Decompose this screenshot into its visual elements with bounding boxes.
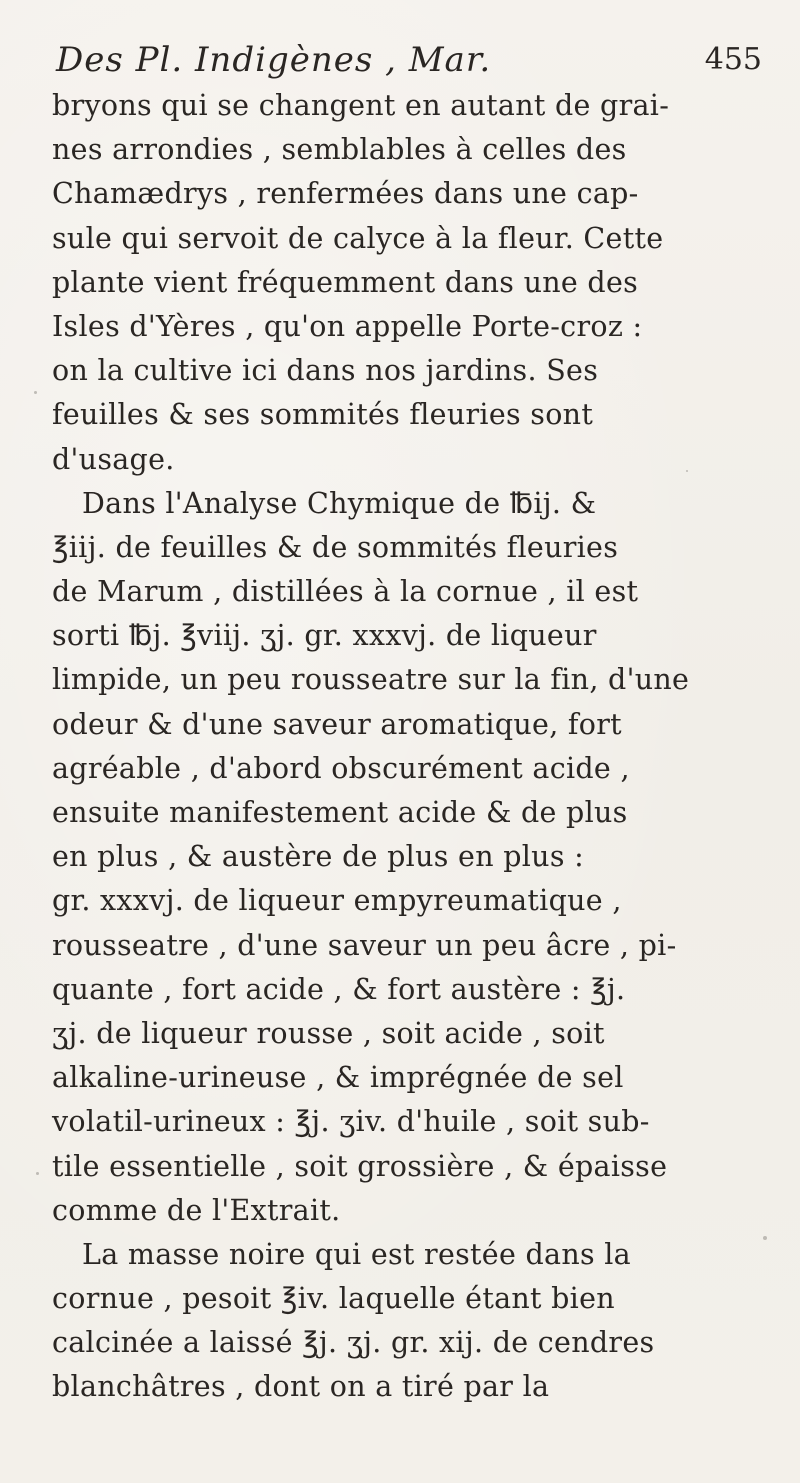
text-line: feuilles & ses sommités fleuries sont (52, 398, 594, 432)
page-header (56, 40, 762, 90)
text-line: calcinée a laissé ℥j. ʒj. gr. xij. de cendres (52, 1326, 655, 1360)
text-line: volatil-urineux : ℥j. ʒiv. d'huile , soit sub- (52, 1105, 650, 1139)
text-line: quante , fort acide , & fort austère : ℥j. (52, 972, 626, 1006)
text-line: Chamædrys , renfermées dans une cap- (52, 177, 639, 211)
text-line: sule qui servoit de calyce à la fleur. Cette (52, 221, 664, 255)
text-line: agréable , d'abord obscurément acide , (52, 751, 630, 785)
text-line: ensuite manifestement acide & de plus (52, 796, 628, 829)
text-line: alkaline-urineuse , & imprégnée de sel (52, 1061, 624, 1095)
text-line: sorti ℔j. ℥viij. ʒj. gr. xxxvj. de liqueur (52, 619, 597, 653)
paper-speck (34, 391, 37, 394)
text-line: en plus , & austère de plus en plus : (52, 840, 585, 874)
paper-speck (763, 1236, 767, 1240)
text-line: cornue , pesoit ℥iv. laquelle étant bien (52, 1282, 615, 1316)
text-line: de Marum , distillées à la cornue , il est (52, 575, 639, 609)
text-line: ʒj. de liqueur rousse , soit acide , soit (52, 1016, 605, 1050)
text-line: odeur & d'une saveur aromatique, fort (52, 707, 622, 741)
text-line: plante vient fréquemment dans une des (52, 265, 639, 299)
text-line: gr. xxxvj. de liqueur empyreumatique , (52, 884, 622, 918)
text-line: nes arrondies , semblables à celles des (52, 133, 627, 167)
page-number: 455 (704, 42, 762, 77)
text-line: ℥iij. de feuilles & de sommités fleuries (52, 530, 619, 564)
paragraph-start-line: La masse noire qui est restée dans la (82, 1237, 631, 1271)
text-line: tile essentielle , soit grossière , & épaisse (52, 1149, 668, 1183)
text-line: limpide, un peu rousseatre sur la fin, d'une (52, 663, 690, 697)
text-line: d'usage. (52, 442, 175, 476)
text-line: comme de l'Extrait. (52, 1193, 341, 1227)
text-line: blanchâtres , dont on a tiré par la (52, 1370, 550, 1404)
paragraph-start-line: Dans l'Analyse Chymique de ℔ij. & (82, 486, 597, 520)
paper-speck (36, 1172, 39, 1175)
running-title: Des Pl. Indigènes , Mar. (56, 40, 492, 80)
text-line: Isles d'Yères , qu'on appelle Porte-croz : (52, 309, 643, 343)
body-text (52, 84, 752, 1410)
paper-speck (686, 470, 688, 472)
text-line: on la cultive ici dans nos jardins. Ses (52, 354, 599, 388)
text-line: rousseatre , d'une saveur un peu âcre , pi- (52, 928, 677, 962)
text-line: bryons qui se changent en autant de grai- (52, 89, 670, 122)
